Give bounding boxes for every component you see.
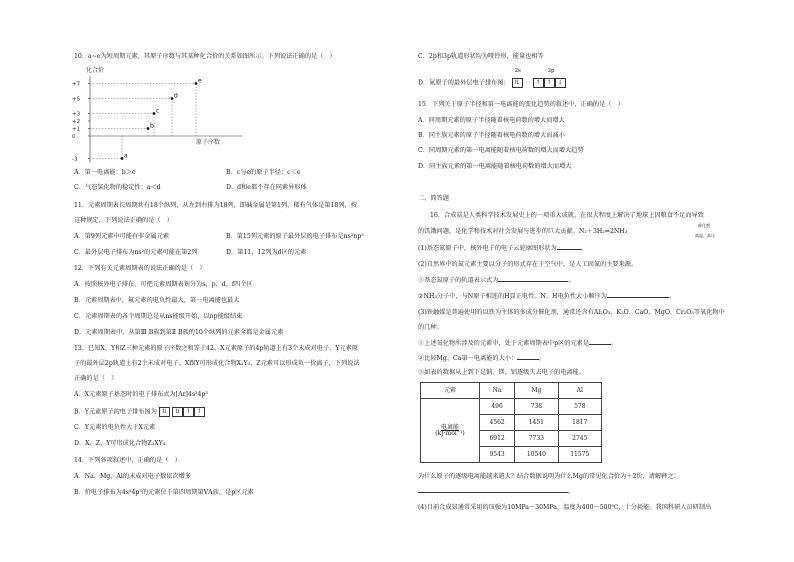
q13-opt-c: C．Y元素的电负性大于X元素 <box>74 424 156 431</box>
sub-q3-cont: 的几种。 <box>418 324 443 331</box>
point-label-e: e <box>198 77 202 85</box>
table-header: Mg <box>515 383 558 399</box>
y-tick-label: +5 <box>72 96 81 103</box>
q14-opt-c: C．2p和3p轨道形状均为哑铃形，能量也相等 <box>418 53 544 60</box>
sub-q3-1: ①上述氧化物所涉及的元素中，处于元素周期表中p区的元素是 。 <box>418 340 618 347</box>
q12-stem: 12．下列有关元素周期表的说法正确的是（ ） <box>74 265 206 272</box>
y-tick-label: +1 <box>72 126 81 133</box>
table-row <box>421 399 602 415</box>
q13-stem: 13．已知X、Y和Z三种元素的原子序数之和等于42。X元素原子的4p轨道上有3个未成对电子，Y元素原 <box>74 345 358 352</box>
label-2s: 2s <box>514 68 521 74</box>
section-heading: 二、简答题 <box>418 195 449 202</box>
q10-opt-b: B．c与e的原子半径：c＜e <box>226 169 301 176</box>
answer-blank-1[interactable] <box>557 249 581 250</box>
q11-stem: 11．元素周期表长周期共有18个纵列，从左到右排为18列，即碱金属是第1列，稀有气体是第18列，按 <box>74 202 357 209</box>
table-cell: 1817 <box>558 415 601 431</box>
q16-stem-cont <box>418 229 627 235</box>
n-orbital-2s: ⇅ <box>512 78 523 88</box>
q16-equation: 的饥饿问题，是化学和技术对社会发展与进步的巨大贡献。N₂＋3H₂⇌2NH₃ <box>418 228 628 235</box>
q12-opt-d: D．元素周期表中，从第Ⅲ B族到第Ⅱ B族的10个纵列的元素全都是金属元素 <box>74 329 284 336</box>
data-point-b <box>147 127 150 130</box>
data-point-d <box>171 97 174 100</box>
point-label-c: c <box>156 107 160 115</box>
q13-stem-cont: 子的最外层2p轨道上有2个未成对电子。X跟Y可形成化合物X₂Y₃，Z元素可以形成负一价离子，下列说法 <box>74 360 360 367</box>
table-header: Al <box>558 383 601 399</box>
sub-q2: (2)自然界中的氮元素主要以分子的形式存在于空气中，是人工固氮的主要来源。 <box>418 261 638 268</box>
point-label-a: a <box>124 152 128 160</box>
data-point-a <box>121 157 124 160</box>
q15-opt-b: B．同主族元素的原子半径随着核电荷数的增大而减小 <box>418 132 565 139</box>
table-header: Na <box>480 383 515 399</box>
sub-q1-text: (1)基态氮原子中，核外电子的电子云轮廓图形状为 <box>418 245 557 252</box>
catalyst-label: 催化剂 <box>698 223 710 228</box>
table-cell: 10540 <box>515 447 558 463</box>
sub-q2-1: ①基态氮原子的轨道表示式为 。 <box>418 277 575 284</box>
q10-opt-c: C．气态氢化物的稳定性：a＜d <box>74 184 161 191</box>
answer-blank-5[interactable] <box>517 359 539 360</box>
q15-stem: 15．下列关于原子半径和第一电离能的变化趋势的叙述中，正确的是（ ） <box>418 101 624 108</box>
q11-opt-b: B．第15列元素的原子最外层的电子排布是ns²np⁵ <box>226 233 364 240</box>
y-tick-label: -3 <box>72 156 78 163</box>
data-point-e <box>195 82 198 85</box>
q13-opt-a: A．X元素原子基态时的电子排布式为[Ar]4s²4p³ <box>74 391 208 398</box>
data-point-c <box>153 112 156 115</box>
q11-opt-d: D．第11、12列为d区的元素 <box>226 249 307 256</box>
nitrogen-orbital-diagram <box>512 68 566 88</box>
q14-opt-b: B．价电子排布为4s²4p³的元素位于第四周期第ⅤA族，是p区元素 <box>74 489 254 496</box>
table-cell: 7733 <box>515 431 558 447</box>
q13-opt-b-text: B．Y元素原子的电子排布图为 <box>74 408 157 416</box>
y-tick-label: 0 <box>72 134 76 140</box>
y-tick-label: +2 <box>72 119 81 125</box>
answer-blank-4[interactable] <box>589 344 611 345</box>
table-cell: 578 <box>558 399 601 415</box>
table-cell: 11575 <box>558 447 601 463</box>
answer-line: 。 <box>418 489 574 495</box>
table-header: 元素 <box>421 383 480 399</box>
table-cell: 496 <box>480 399 515 415</box>
table-cell: 6912 <box>480 431 515 447</box>
q15-opt-a: A．同周期元素的原子半径随着核电荷数的增大而增大 <box>418 117 565 124</box>
table-header-row <box>421 383 602 399</box>
table-cell: 1451 <box>515 415 558 431</box>
q11-stem-cont: 这种规定，下列说法正确的是（ ） <box>74 217 173 224</box>
q12-opt-b: B．元素周期表中，氟元素的电负性最大，第一电离能也最大 <box>74 297 240 304</box>
label-2p: 2p <box>547 68 555 74</box>
q14-stem: 14．下列各项叙述中，正确的是（ ） <box>74 457 181 464</box>
n-orbital-2p-3: ↓ <box>555 78 566 88</box>
sub-q3-2-text: ②比较Mg、Ca第一电离能的大小： <box>418 355 518 362</box>
sub-q3: (3)铁触媒是普遍使用的以铁为主体的多成分催化剂，通常还含有Al₂O₃、K₂O、CaO、MgO、Cr₂O₃等氧化物中 <box>418 309 725 316</box>
ionization-table <box>420 382 602 463</box>
sub-q3-3: ③如表的数据从上到下是钠、镁、铝逐级失去电子的电离能。 <box>418 369 586 376</box>
point-label-d: d <box>174 92 178 100</box>
chart-ylabel: 化合价 <box>86 67 105 74</box>
y-tick-label: +7 <box>72 81 81 88</box>
table-cell: 738 <box>515 399 558 415</box>
table-row-label <box>421 399 480 463</box>
sub-q1: (1)基态氮原子中，核外电子的电子云轮廓图形状为 。 <box>418 245 587 252</box>
n-orbital-2p-2: ↑ <box>544 78 555 88</box>
table-cell: 9543 <box>480 447 515 463</box>
q11-opt-c: C．最外层电子排布为ns²的元素可能在第2列 <box>74 249 198 256</box>
answer-blank-6[interactable] <box>418 492 568 493</box>
table-cell: 2745 <box>558 431 601 447</box>
q13-opt-d: D．X、Z、Y可形成化合物Z₃XY₄ <box>74 440 166 447</box>
q10-stem: 10．a~e为短周期元素，其原子序数与其某种化合价的关系如图所示。下列说法正确的是（ ） <box>74 53 336 60</box>
q14-opt-a: A．Na、Mg、Al的未成对电子数依次增多 <box>74 473 191 480</box>
sub-q2-2-text: ②NH₃分子中，与N原子相连的H显正电性。N、H电负性大小顺序为 <box>418 293 607 300</box>
q16-stem: 16．合成氨是人类科学技术发展史上的一项重大成就，在很大程度上解决了地球上因粮食不足而导致 <box>430 212 704 219</box>
q14-opt-d <box>418 68 566 88</box>
y-tick-label: +3 <box>72 111 81 118</box>
q12-opt-a: A．按照核外电子排布，可把元素周期表划分为s、p、d、f四个区 <box>74 281 253 288</box>
sub-q4: (4)目前合成氨通常采用的压强为10MPa～30MPa，温度为400～500℃，十分耗能。我国科研人员研制出 <box>418 504 712 511</box>
sub-q2-2: ②NH₃分子中，与N原子相连的H显正电性。N、H电负性大小顺序为 。 <box>418 293 676 300</box>
answer-blank-3[interactable] <box>607 297 669 298</box>
q15-opt-c: C．同周期元素的第一电离能随着核电荷数的增大而增大趋势 <box>418 147 584 154</box>
sub-q2-1-text: ①基态氮原子的轨道表示式为 <box>418 277 499 284</box>
answer-blank-2[interactable] <box>498 281 568 282</box>
n-orbital-2p-1: ↑ <box>533 78 544 88</box>
orbital-box-2s: ⇅ <box>159 407 170 417</box>
ionization-energy-unit: (kJ·mol⁻¹) <box>435 429 465 437</box>
orbital-box-2p-3: ↑ <box>194 407 205 417</box>
q12-opt-c: C．元素周期表的各个周期总是从ns能级开始，以np能级结束 <box>74 313 243 320</box>
q15-opt-d: D．同主族元素的第一电离能随着核电荷数的增大而增大 <box>418 163 572 170</box>
q11-opt-a: A．第9列元素中可能有非金属元素 <box>74 233 170 240</box>
q13-stem-end: 正确的是（ ） <box>74 375 118 382</box>
chart-xlabel: 原子序数 <box>196 139 221 146</box>
ionization-energy-label: 电离能 <box>440 423 459 431</box>
q14-opt-d-text: D．氮原子的最外层电子排布图： <box>418 79 510 87</box>
point-label-b: b <box>150 122 154 130</box>
q13-opt-b <box>74 407 205 417</box>
sub-q3-3-question: 为什么原子的逐级电离能越来越大？结合数据说明为什么Mg的常见化合价为＋2价，请解释之： <box>418 473 680 480</box>
table-cell: 4562 <box>480 415 515 431</box>
orbital-box-2p-2: ↑ <box>183 407 194 417</box>
orbital-box-2p-1: ⇅ <box>172 407 183 417</box>
q10-opt-a: A．第一电离能：b＞c <box>74 169 136 176</box>
sub-q3-2: ②比较Mg、Ca第一电离能的大小： 。 <box>418 355 546 362</box>
conditions-label: 高温、高压 <box>695 233 715 238</box>
sub-q3-1-text: ①上述氧化物所涉及的元素中，处于元素周期表中p区的元素是 <box>418 340 590 347</box>
q10-opt-d: D．d和e都不存在同素异形体 <box>226 184 307 191</box>
valence-chart <box>64 66 264 164</box>
